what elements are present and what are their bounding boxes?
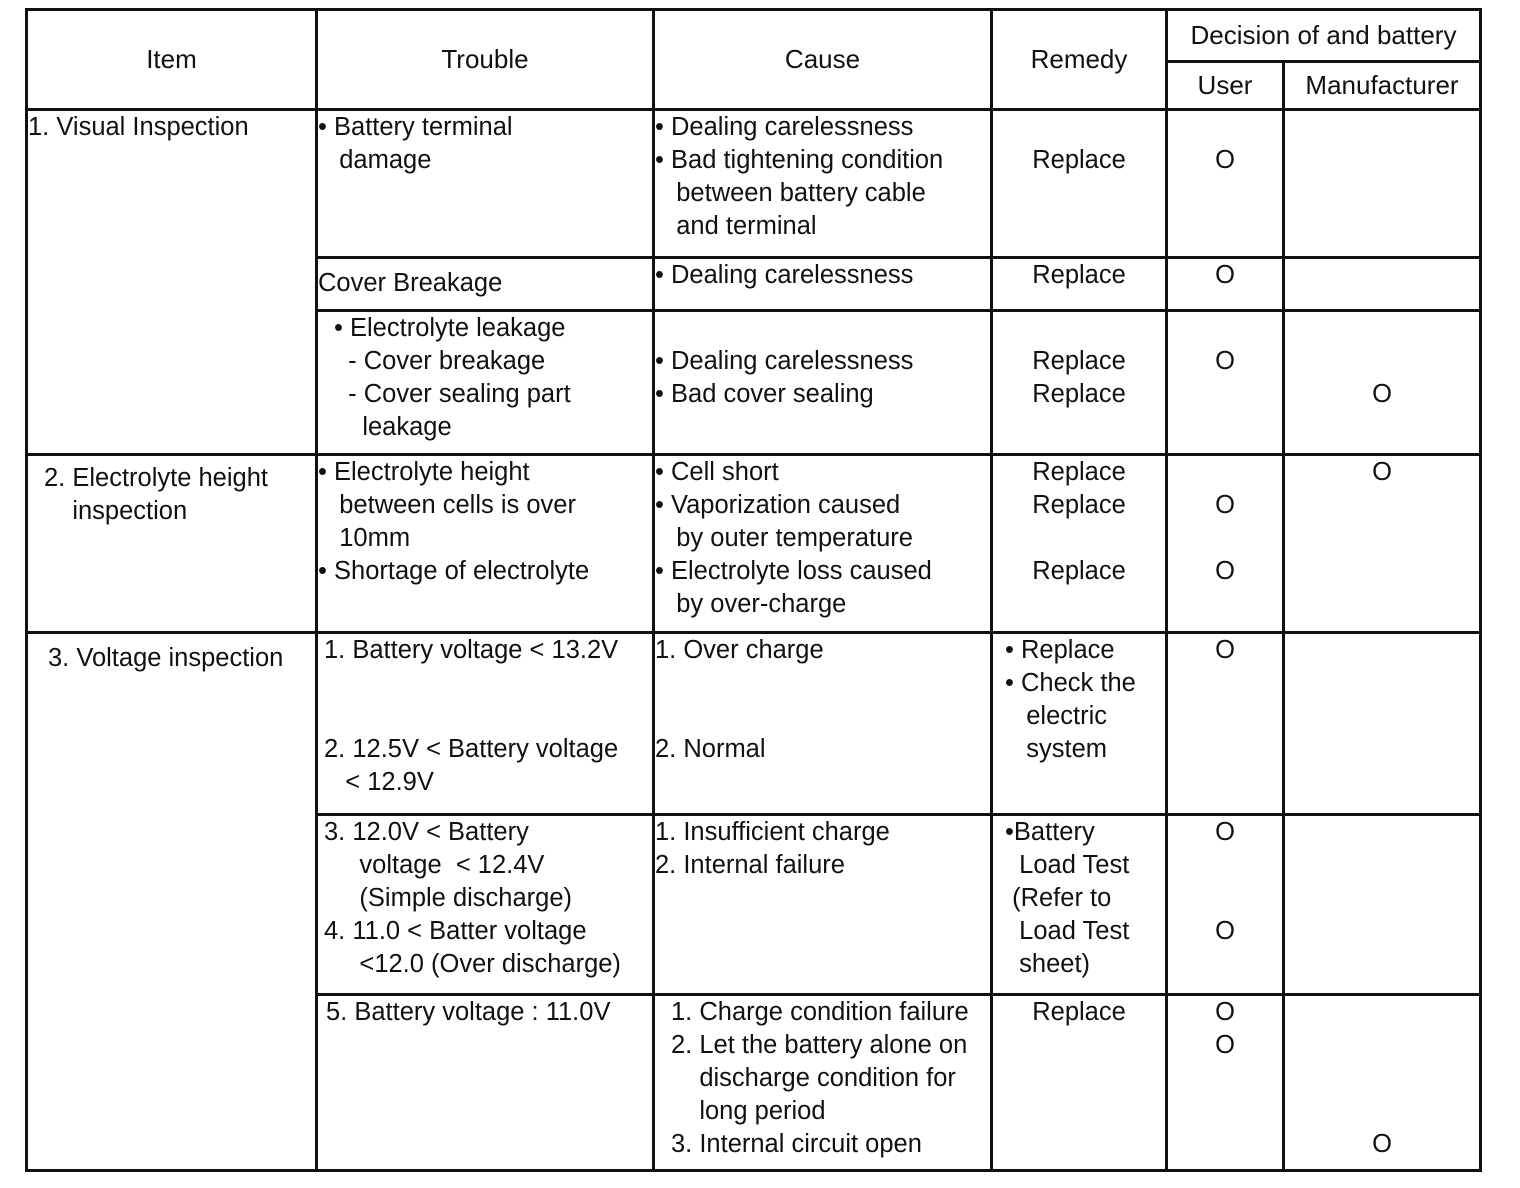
remedy-line: system [1005,735,1108,763]
remedy-cell [992,633,1167,815]
header-manufacturer: Manufacturer [1284,62,1481,110]
trouble-cell [317,995,654,1171]
remedy-line: Replace [1032,261,1126,289]
remedy-cell [992,258,1167,311]
trouble-line: • Electrolyte leakage [334,314,566,342]
trouble-line: - Cover breakage [334,347,546,375]
header-cause: Cause [654,10,992,110]
cause-cell [654,455,992,633]
trouble-line: damage [318,146,432,174]
header-item: Item [27,10,317,110]
user-mark: O [1215,347,1235,375]
user-mark: O [1215,636,1235,664]
header-trouble: Trouble [317,10,654,110]
remedy-cell [992,455,1167,633]
remedy-line: Load Test [1005,851,1130,879]
remedy-line: Replace [1032,491,1126,519]
item-label: 2. Electrolyte height [44,464,268,492]
remedy-line: electric [1005,702,1108,730]
manufacturer-mark [1285,1062,1479,1095]
user-mark [1168,456,1282,489]
user-mark: O [1215,261,1235,289]
cause-line: and terminal [655,212,817,240]
remedy-line: •Battery [1005,818,1095,846]
cause-line: • Bad tightening condition [655,146,944,174]
cause-line: • Vaporization caused [655,491,901,519]
cause-line: • Bad cover sealing [655,380,874,408]
user-mark: O [1215,491,1235,519]
cause-cell [654,815,992,995]
user-decision-cell [1167,455,1284,633]
item-label: 1. Visual Inspection [28,113,249,141]
trouble-line [324,700,652,733]
user-mark [1168,882,1282,915]
user-mark: O [1215,146,1235,174]
manufacturer-decision-cell [1284,633,1481,815]
manufacturer-decision-cell [1284,455,1481,633]
remedy-line: Replace [1032,557,1126,585]
trouble-line: 1. Battery voltage < 13.2V [324,636,619,664]
user-mark [1168,312,1282,345]
cause-line [655,667,990,700]
remedy-cell [992,995,1167,1171]
remedy-line: Replace [1032,998,1126,1026]
trouble-line: Cover Breakage [318,269,503,297]
trouble-cell [317,815,654,995]
manufacturer-decision-cell [1284,258,1481,311]
user-mark: O [1215,917,1235,945]
trouble-line: 5. Battery voltage : 11.0V [326,998,611,1026]
user-decision-cell [1167,995,1284,1171]
remedy-line: Load Test [1005,917,1130,945]
cause-cell [654,995,992,1171]
header-user: User [1167,62,1284,110]
cause-line: • Dealing carelessness [655,261,914,289]
header-decision: Decision of and battery [1167,10,1481,62]
item-label: 3. Voltage inspection [48,644,284,672]
cause-line [655,700,990,733]
trouble-cell [317,311,654,455]
cause-line: • Dealing carelessness [655,347,914,375]
manufacturer-mark [1285,1095,1479,1128]
remedy-line: Replace [1032,146,1126,174]
user-decision-cell [1167,110,1284,258]
remedy-line: Replace [1032,458,1126,486]
cause-line: by over-charge [655,590,847,618]
manufacturer-mark [1285,996,1479,1029]
cause-line: 3. Internal circuit open [671,1130,922,1158]
cause-line: • Electrolyte loss caused [655,557,932,585]
user-mark: O [1215,557,1235,585]
user-mark [1168,111,1282,144]
user-mark: O [1215,1031,1235,1059]
user-mark: O [1215,998,1235,1026]
cause-line: • Cell short [655,458,779,486]
manufacturer-decision-cell [1284,311,1481,455]
cause-line: 1. Insufficient charge [655,818,890,846]
trouble-line: (Simple discharge) [324,884,573,912]
remedy-line: (Refer to [1005,884,1112,912]
remedy-line [993,111,1165,144]
trouble-line: 2. 12.5V < Battery voltage [324,735,619,763]
manufacturer-decision-cell [1284,815,1481,995]
cause-line: 1. Over charge [655,636,824,664]
cause-line [655,312,990,345]
remedy-line [993,522,1165,555]
cause-line: between battery cable [655,179,926,207]
trouble-line: 3. 12.0V < Battery [324,818,529,846]
manufacturer-mark: O [1372,1130,1392,1158]
cause-line: 2. Normal [655,735,766,763]
manufacturer-decision-cell [1284,110,1481,258]
item-electrolyte-height-inspection [27,455,317,633]
cause-cell [654,311,992,455]
cause-cell [654,110,992,258]
user-mark [1168,849,1282,882]
trouble-line: <12.0 (Over discharge) [324,950,621,978]
cause-cell [654,258,992,311]
cause-line: 1. Charge condition failure [671,998,969,1026]
trouble-line: 4. 11.0 < Batter voltage [324,917,587,945]
cause-line: • Dealing carelessness [655,113,914,141]
user-decision-cell [1167,311,1284,455]
remedy-line: Replace [1032,347,1126,375]
remedy-line [993,312,1165,345]
trouble-cell [317,258,654,311]
manufacturer-decision-cell [1284,995,1481,1171]
remedy-line: Replace [1032,380,1126,408]
item-visual-inspection [27,110,317,455]
cause-line: 2. Let the battery alone on [671,1031,968,1059]
manufacturer-mark: O [1372,380,1392,408]
user-mark: O [1215,818,1235,846]
trouble-line: • Electrolyte height [318,458,530,486]
cause-line: 2. Internal failure [655,851,845,879]
trouble-line: • Shortage of electrolyte [318,557,590,585]
remedy-cell [992,311,1167,455]
trouble-line: < 12.9V [324,768,434,796]
cause-cell [654,633,992,815]
trouble-line: between cells is over [318,491,576,519]
remedy-line: • Check the [1005,669,1136,697]
trouble-cell [317,633,654,815]
user-decision-cell [1167,633,1284,815]
remedy-line: • Replace [1005,636,1115,664]
item-voltage-inspection [27,633,317,1171]
user-decision-cell [1167,815,1284,995]
remedy-cell [992,110,1167,258]
user-mark [1168,522,1282,555]
cause-line: discharge condition for [671,1064,956,1092]
trouble-line: leakage [334,413,452,441]
trouble-line: 10mm [318,524,411,552]
item-label: inspection [44,497,188,525]
trouble-line [324,667,652,700]
trouble-line: • Battery terminal [318,113,513,141]
user-decision-cell [1167,258,1284,311]
trouble-cell [317,455,654,633]
manufacturer-mark: O [1372,458,1392,486]
remedy-cell [992,815,1167,995]
trouble-cell [317,110,654,258]
cause-line: long period [671,1097,826,1125]
trouble-line: voltage < 12.4V [324,851,545,879]
header-remedy: Remedy [992,10,1167,110]
cause-line: by outer temperature [655,524,913,552]
manufacturer-mark [1285,345,1479,378]
manufacturer-mark [1285,312,1479,345]
manufacturer-mark [1285,1029,1479,1062]
battery-inspection-table [25,8,1482,1172]
remedy-line: sheet) [1005,950,1091,978]
trouble-line: - Cover sealing part [334,380,571,408]
